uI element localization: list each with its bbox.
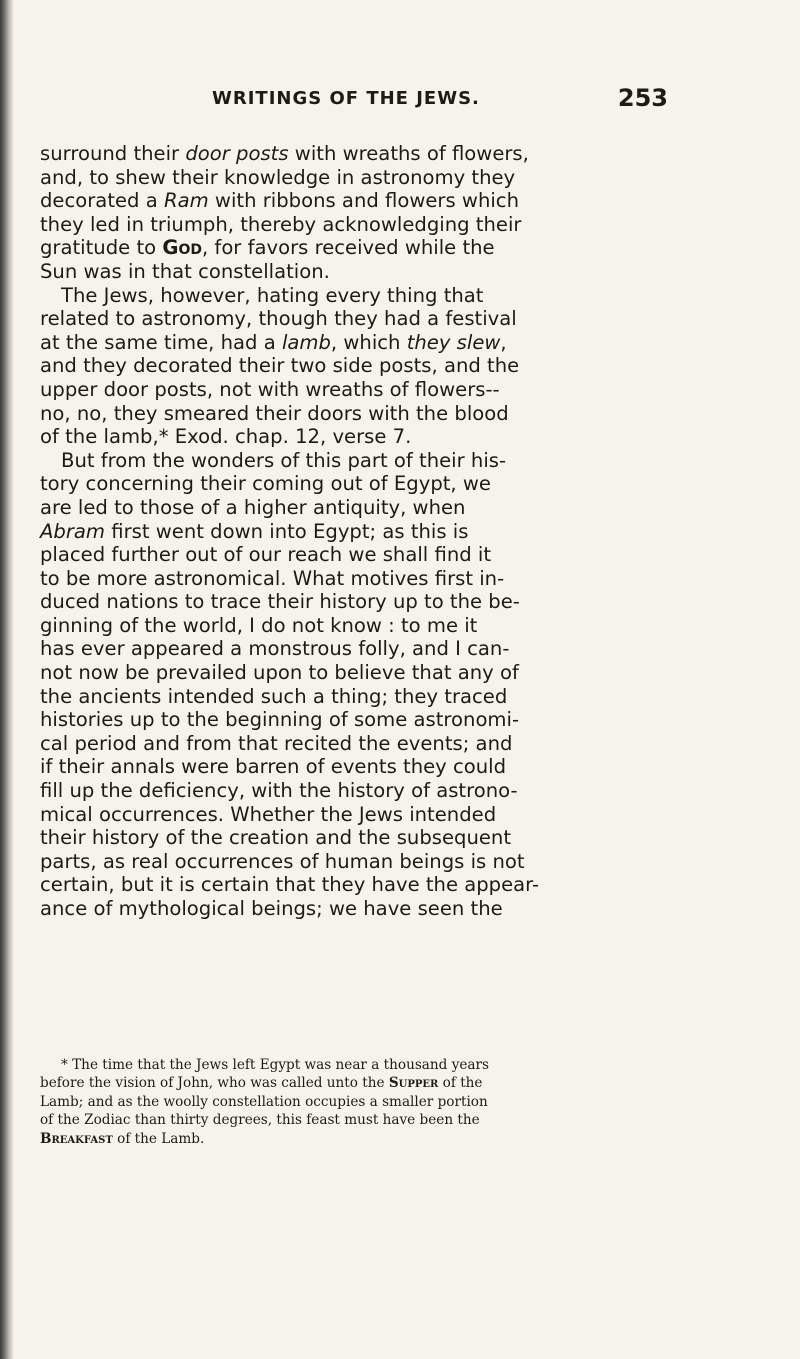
text-run: at the same time, had a bbox=[40, 330, 282, 354]
text-run: with wreaths of flowers, bbox=[288, 142, 529, 165]
text-run: no, no, they smeared their doors with the blood bbox=[40, 401, 509, 425]
text-run: The Jews, however, hating every thing that bbox=[61, 283, 484, 307]
text-line bbox=[40, 685, 630, 709]
smallcaps-text: Breakfast bbox=[40, 1130, 113, 1147]
scanned-gutter-shadow bbox=[0, 0, 14, 1359]
text-line bbox=[40, 873, 630, 897]
footnote-line bbox=[40, 1074, 640, 1092]
text-line bbox=[40, 755, 630, 779]
text-run: mical occurrences. Whether the Jews intended bbox=[40, 802, 497, 826]
text-run: ance of mythological beings; we have seen the bbox=[40, 897, 503, 920]
text-run: they led in triumph, thereby acknowledging their bbox=[40, 212, 522, 236]
text-run: cal period and from that recited the events; and bbox=[40, 731, 513, 755]
text-run: But from the wonders of this part of their his- bbox=[61, 448, 507, 472]
text-line bbox=[40, 708, 630, 732]
text-run: , which bbox=[330, 330, 407, 354]
text-line bbox=[40, 331, 630, 355]
text-run: Lamb; and as the woolly constellation occupies a smaller portion bbox=[40, 1093, 488, 1110]
text-run: surround their bbox=[40, 142, 186, 165]
text-line bbox=[40, 590, 630, 614]
italic-text: Abram bbox=[40, 519, 105, 543]
text-run: has ever appeared a monstrous folly, and I can- bbox=[40, 637, 510, 661]
text-run: of the lamb,* Exod. chap. 12, verse 7. bbox=[40, 425, 412, 449]
text-run: tory concerning their coming out of Egypt, we bbox=[40, 472, 491, 496]
text-line bbox=[40, 496, 630, 520]
text-line bbox=[40, 307, 630, 331]
text-run: upper door posts, not with wreaths of flowers-- bbox=[40, 377, 500, 401]
text-line bbox=[40, 236, 630, 260]
text-run: certain, but it is certain that they have the appear- bbox=[40, 873, 540, 897]
smallcaps-text: Supper bbox=[388, 1075, 439, 1092]
footnote-line bbox=[40, 1130, 640, 1148]
text-line bbox=[40, 378, 630, 402]
smallcaps-text: God bbox=[162, 236, 202, 260]
text-run: duced nations to trace their history up to the be- bbox=[40, 590, 520, 614]
text-run: and, to shew their knowledge in astronomy they bbox=[40, 165, 516, 189]
text-line bbox=[40, 142, 630, 166]
text-run: placed further out of our reach we shall find it bbox=[40, 543, 492, 567]
footnote-line bbox=[40, 1111, 640, 1129]
footnote-line bbox=[40, 1093, 640, 1111]
text-run: to be more astronomical. What motives first in- bbox=[40, 566, 505, 590]
text-line bbox=[40, 260, 630, 284]
text-run: ginning of the world, I do not know : to me it bbox=[40, 613, 478, 637]
text-run: and they decorated their two side posts, and the bbox=[40, 354, 520, 378]
text-run: are led to those of a higher antiquity, when bbox=[40, 495, 466, 519]
text-run: before the vision of John, who was called unto the bbox=[40, 1075, 389, 1092]
text-line bbox=[40, 213, 630, 237]
text-line bbox=[40, 449, 630, 473]
text-line bbox=[40, 402, 630, 426]
text-line bbox=[40, 354, 630, 378]
text-line bbox=[40, 897, 630, 921]
text-line bbox=[40, 472, 630, 496]
text-run: related to astronomy, though they had a festival bbox=[40, 307, 517, 331]
text-line bbox=[40, 637, 630, 661]
text-run: the ancients intended such a thing; they traced bbox=[40, 684, 508, 708]
text-line bbox=[40, 567, 630, 591]
text-run: , bbox=[500, 330, 507, 354]
text-run: fill up the deficiency, with the history of astrono- bbox=[40, 779, 518, 803]
text-line bbox=[40, 779, 630, 803]
text-run: Sun was in that constellation. bbox=[40, 259, 330, 283]
running-head bbox=[40, 84, 680, 110]
text-run: if their annals were barren of events they could bbox=[40, 755, 507, 779]
text-run: with ribbons and flowers which bbox=[208, 189, 520, 213]
text-line bbox=[40, 425, 630, 449]
italic-text: door posts bbox=[185, 142, 289, 165]
page-number: 253 bbox=[617, 84, 668, 112]
text-run: histories up to the beginning of some astronomi- bbox=[40, 708, 520, 732]
italic-text: Ram bbox=[163, 189, 209, 213]
text-run: of the bbox=[438, 1075, 483, 1092]
body-text bbox=[40, 142, 630, 921]
text-run: decorated a bbox=[40, 189, 164, 213]
text-line bbox=[40, 543, 630, 567]
italic-text: lamb bbox=[281, 330, 331, 354]
text-line bbox=[40, 189, 630, 213]
text-run: gratitude to bbox=[40, 236, 163, 260]
text-line bbox=[40, 732, 630, 756]
running-title: WRITINGS OF THE JEWS. bbox=[212, 88, 480, 109]
text-line bbox=[40, 661, 630, 685]
italic-text: they slew bbox=[406, 330, 501, 354]
text-line bbox=[40, 803, 630, 827]
text-run: * The time that the Jews left Egypt was near a thousand years bbox=[61, 1057, 489, 1073]
text-line bbox=[40, 520, 630, 544]
text-run: first went down into Egypt; as this is bbox=[105, 519, 469, 543]
text-line bbox=[40, 284, 630, 308]
text-line bbox=[40, 826, 630, 850]
text-run: , for favors received while the bbox=[201, 236, 495, 260]
text-run: their history of the creation and the subsequent bbox=[40, 826, 512, 850]
text-line bbox=[40, 166, 630, 190]
text-line bbox=[40, 614, 630, 638]
footnote-line bbox=[40, 1056, 640, 1074]
text-run: of the Lamb. bbox=[112, 1130, 205, 1147]
footnote bbox=[40, 1056, 640, 1148]
text-line bbox=[40, 850, 630, 874]
text-run: parts, as real occurrences of human beings is not bbox=[40, 849, 525, 873]
text-run: not now be prevailed upon to believe that any of bbox=[40, 661, 519, 685]
text-run: of the Zodiac than thirty degrees, this feast must have been the bbox=[40, 1112, 480, 1129]
